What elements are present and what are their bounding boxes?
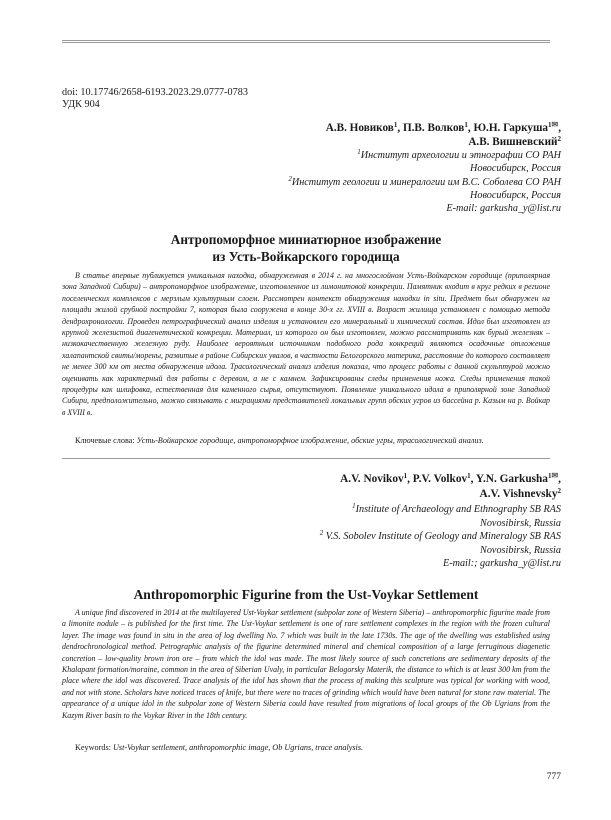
- ru-authors-line1: А.В. Новиков$^1$, П.В. Волков$^1$, Ю.Н. Гаркуша$^{1✉}$,: [325, 120, 561, 134]
- doi-line: doi: 10.17746/2658-6193.2023.29.0777-0783: [62, 87, 248, 98]
- en-keywords-values: Ust-Voykar settlement, anthropomorphic image, Ob Ugrians, trace analysis.: [112, 743, 364, 752]
- top-rule: [62, 40, 550, 41]
- en-authors-line1: A.V. Novikov$^1$, P.V. Volkov$^1$, Y.N. Garkusha$^{1✉}$,: [340, 471, 561, 485]
- ru-keywords: [62, 435, 550, 446]
- ru-keywords-values: Усть-Войкарское городище, антропоморфное изображение, обские угры, трасологический анализ.: [136, 436, 484, 445]
- envelope-icon: ✉: [551, 120, 559, 129]
- envelope-icon: ✉: [551, 471, 559, 480]
- en-email: E-mail:; garkusha_y@list.ru: [442, 558, 561, 570]
- udk-line: УДК 904: [62, 99, 100, 110]
- ru-authors: [141, 121, 561, 149]
- top-rule-2: [62, 42, 550, 43]
- ru-affiliations: $^1$Институт археологии и этнографии СО РАН Новосибирск, Россия $^2$Институт геологии и минералогии им В.С. Соболева СО РАН Новосибирск, Россия E-mail: garkusha_y@list.ru: [141, 149, 561, 215]
- ru-keywords-label: Ключевые слова:: [75, 436, 135, 445]
- en-keywords: [62, 742, 550, 753]
- en-authors-line2: A.V. Vishnevsky$^2$: [479, 486, 561, 500]
- en-title: Anthropomorphic Figurine from the Ust-Voykar Settlement: [133, 587, 479, 602]
- ru-authors-line2: А.В. Вишневский$^2$: [468, 135, 561, 148]
- en-abstract: A unique find discovered in 2014 at the multilayered Ust-Voykar settlement (subpolar zone of Western Siberia) – anthropomorphic figurine made from a limonite nodule – is published for the first time. The Ust-Voykar settlement is one of rare settlement complexes in the region with the frozen cultural layer. The image was found in situ in the area of log dwelling No. 7 which was built in the late 1730s. The age of the dwelling was established using dendrochronological method. Petrographic analysis of the figurine determined mineral and chemical composition of a large ferruginous diagenetic concretion – low-quality brown iron ore – from which the idol was made. The most likely source of such concretions are sedimentary deposits of the Khalapant formation/moraine, common in the area of Siberian Uvaly, in particular Belogorsky Materik, the distance to which is at least 300 km from the place where the idol was discovered. Trace analysis of the idol has shown that the process of making this sculpture was typical for working with wood, and not with stone. Scholars have noticed traces of knife, but there were no traces of grinding which would have been natural for stone raw material. The appearance of a unique idol in the subpolar zone of Western Siberia could have resulted from migrations of local groups of the Ob Ugrians from the Kazym River basin to the Voykar River in the 18th century.: [62, 608, 550, 720]
- middle-rule: [62, 458, 550, 459]
- en-authors: [141, 472, 561, 501]
- ru-email: E-mail: garkusha_y@list.ru: [446, 203, 561, 215]
- page-number: 777: [546, 772, 561, 782]
- ru-abstract: В статье впервые публикуется уникальная находка, обнаруженная в 2014 г. на многослойном Усть-Войкарском городище (приполярная зона Западной Сибири) – антропоморфное изображение, изготовленное из лимонитовой конкреции. Памятник входит в круг редких в регионе поселенческих комплексов с мерзлым культурным слоем. Рассмотрен контекст обнаружения находки in situ. Предмет был обнаружен на площади жилой срубной постройки 7, которая была сооружена в конце 30-х гг. XVIII в. Возраст жилища установлен с помощью метода дендрохронологии. Проведен петрографический анализ изделия и установлен его минеральный и химический состав. Идол был изготовлен из крупной железистой диагенетической конкреции. Материал, из которого он был изготовлен, можно рассматривать как бурый железняк – низкокачественную железную руду. Наиболее вероятным источником подобного рода конкреций являются осадочные отложения халапантской свиты/морены, развитые в районе Сибирских увалов, в частности Белогорского материка, расстояние до которого составляет не менее 300 км от места обнаружения идола. Трасологический анализ изделия показал, что процесс работы с данной скульптурой можно оценивать как характерный для работы с деревом, а не с камнем. Зафиксированы следы применения ножа. Следы применения такой процедуры как шлифовка, естественная для каменного сырья, отсутствуют. Появление уникального идола в приполярной зоне Западной Сибири, предположительно, можно связывать с миграциями представителей локальных групп обских угров из бассейна р. Казым на р. Войкар в XVIII в.: [62, 271, 550, 417]
- en-affiliations: $^1$Institute of Archaeology and Ethnography SB RAS Novosibirsk, Russia $^2$ V.S. Sobolev Institute of Geology and Mineralogy SB RAS Novosibirsk, Russia E-mail:; garkusha_y@list.ru: [141, 503, 561, 571]
- en-keywords-label: Keywords:: [75, 743, 111, 752]
- ru-title: Антропоморфное миниатюрное изображение из Усть-Войкарского городища: [170, 232, 442, 264]
